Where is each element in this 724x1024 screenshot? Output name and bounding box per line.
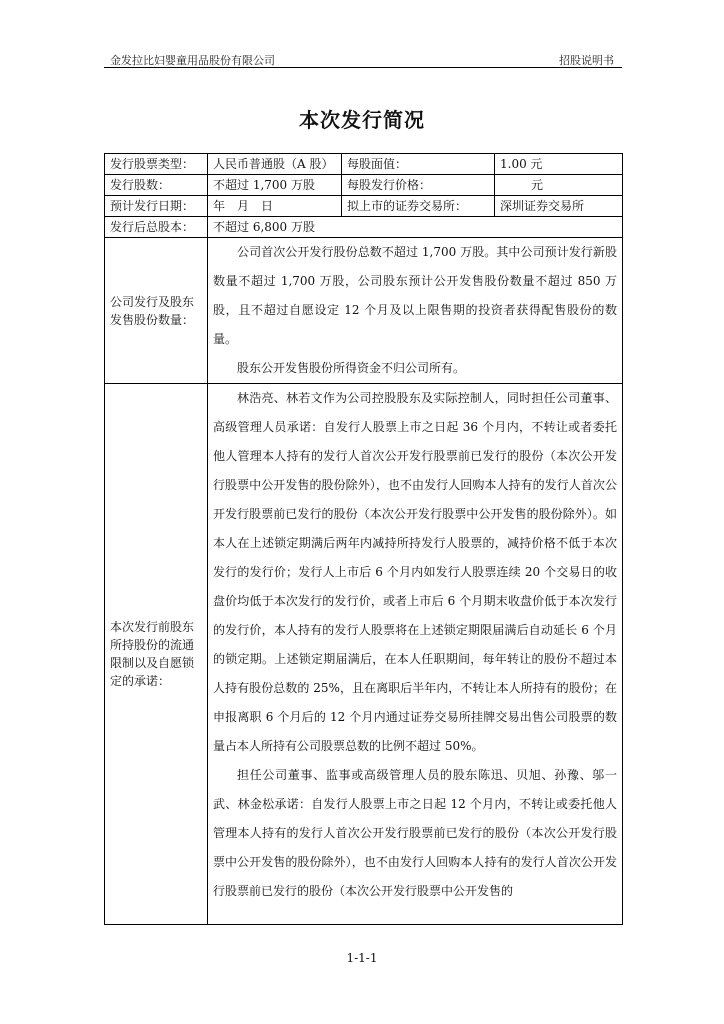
header-doc-type: 招股说明书: [559, 54, 614, 67]
shares-offer-paragraph: 公司首次公开发行股份总数不超过 1,700 万股。其中公司预计发行新股数量不超过 1,700 万股，公司股东预计公开发售股份数量不超过 850 万股，且不超过自愿设定 12 个月及以上限售期的投资者获得配售股份的数量。: [213, 245, 617, 346]
date-label: 预计发行日期：: [105, 196, 208, 217]
price-label: 每股发行价格：: [342, 175, 495, 196]
table-row: [105, 175, 623, 196]
table-row: [105, 217, 623, 238]
table-row: [105, 238, 623, 384]
total-shares-value: 不超过 6,800 万股: [208, 217, 623, 238]
shares-offer-paragraph: 股东公开发售股份所得资金不归公司所有。: [237, 361, 466, 375]
shares-offer-label: 公司发行及股东发售股份数量：: [105, 238, 208, 384]
header-divider: [104, 67, 622, 68]
shares-offer-content: [208, 238, 623, 384]
header-company: 金发拉比妇婴童用品股份有限公司: [110, 54, 275, 67]
total-shares-label: 发行后总股本：: [105, 217, 208, 238]
page-title: 本次发行简况: [299, 108, 425, 132]
exchange-value: 深圳证券交易所: [495, 196, 623, 217]
lockup-paragraph: 担任公司董事、监事或高级管理人员的股东陈迅、贝旭、孙豫、邬一武、林金松承诺：自发行人股票上市之日起 12 个月内，不转让或委托他人管理本人持有的发行人首次公开发行股票前已发行的股份（本次公开发行股票中公开发售的股份除外），也不由发行人回购本人持有的发行人首次公开发行股票前已发行的股份（本次公开发行股票中公开发售的: [213, 768, 617, 898]
par-value-value: 1.00 元: [495, 154, 623, 175]
stock-type-label: 发行股票类型：: [105, 154, 208, 175]
lockup-label: 本次发行前股东所持股份的流通限制以及自愿锁定的承诺：: [105, 384, 208, 925]
exchange-label: 拟上市的证券交易所：: [342, 196, 495, 217]
shares-label: 发行股数：: [105, 175, 208, 196]
lockup-content: [208, 384, 623, 925]
price-value: 元: [495, 175, 623, 196]
lockup-paragraph: 林浩亮、林若文作为公司控股股东及实际控制人，同时担任公司董事、高级管理人员承诺：自发行人股票上市之日起 36 个月内，不转让或者委托他人管理本人持有的发行人首次公开发行股票前已发行的股份（本次公开发行股票中公开发售的股份除外），也不由发行人回购本人持有的发行人首次公开发行股票前已发行的股份（本次公开发行股票中公开发售的股份除外）。如本人在上述锁定期满后两年内减持所持发行人股票的，减持价格不低于本次发行的发行价；发行人上市后 6 个月内如发行人股票连续 20 个交易日的收盘价均低于本次发行的发行价，或者上市后 6 个月期末收盘价低于本次发行的发行价，本人持有的发行人股票将在上述锁定期限届满后自动延长 6 个月的锁定期。上述锁定期届满后，在本人任职期间，每年转让的股份不超过本人持有股份总数的 25%，且在离职后半年内，不转让本人所持有的股份；在申报离职 6 个月后的 12 个月内通过证券交易所挂牌交易出售公司股票的数量占本人所持有公司股票总数的比例不超过 50%。: [213, 391, 617, 753]
stock-type-value: 人民币普通股（A 股）: [208, 154, 342, 175]
offering-summary-table: [104, 153, 623, 925]
date-value: 年 月 日: [208, 196, 342, 217]
shares-value: 不超过 1,700 万股: [208, 175, 342, 196]
par-value-label: 每股面值：: [342, 154, 495, 175]
table-row: [105, 154, 623, 175]
page-number: 1-1-1: [346, 951, 378, 965]
table-row: [105, 384, 623, 925]
table-row: [105, 196, 623, 217]
